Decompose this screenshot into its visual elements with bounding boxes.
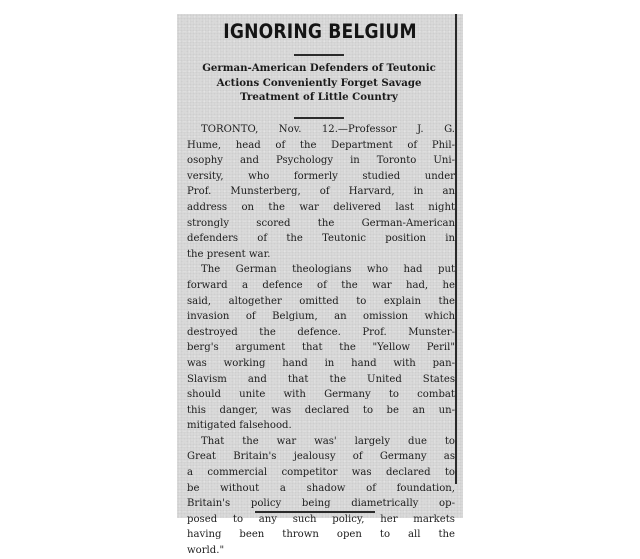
text-line: the present war. [187, 248, 271, 260]
paragraph-dateline [187, 122, 455, 262]
end-rule [255, 511, 375, 513]
text-line: Great Britain's jealousy of Germany as [187, 451, 455, 463]
subheadline-line: Treatment of Little Country [240, 91, 398, 103]
text-line: The German theologians who had put [201, 264, 455, 276]
text-line: mitigated falsehood. [187, 420, 292, 432]
text-line: was working hand in hand with pan- [187, 357, 455, 369]
subheadline [185, 61, 453, 105]
newspaper-clipping [177, 14, 463, 557]
text-line: osophy and Psychology in Toronto Uni- [187, 155, 455, 167]
text-line: versity, who formerly studied under [187, 170, 455, 182]
paragraph-theologians [187, 262, 455, 434]
text-line: Hume, head of the Department of Phil- [187, 139, 455, 151]
text-line: said, altogether omitted to explain the [187, 295, 455, 307]
subheadline-line: German-American Defenders of Teutonic [202, 62, 436, 74]
text-line: That the war was' largely due to [201, 435, 455, 447]
text-line: having been thrown open to all the [187, 529, 455, 541]
text-line: be without a shadow of foundation, [187, 482, 455, 494]
text-line: world." [187, 545, 225, 557]
text-line: this danger, was declared to be an un- [187, 404, 455, 416]
subheadline-line: Actions Conveniently Forget Savage [216, 76, 422, 89]
text-line: TORONTO, Nov. 12.—Professor J. G. [201, 124, 455, 135]
text-line: destroyed the defence. Prof. Munster- [187, 326, 455, 338]
text-line: should unite with Germany to combat [187, 389, 455, 401]
text-line: berg's argument that the "Yellow Peril" [187, 342, 455, 354]
text-line: Prof. Munsterberg, of Harvard, in an [187, 186, 455, 198]
headline-divider [294, 54, 344, 56]
paragraph-jealousy [187, 434, 455, 559]
subheadline-divider [294, 117, 344, 119]
headline: IGNORING BELGIUM [223, 20, 417, 43]
text-line: strongly scored the German-American [187, 217, 455, 229]
text-line: Slavism and that the United States [187, 373, 455, 385]
text-line: address on the war delivered last night [187, 201, 455, 213]
text-line: a commercial competitor was declared to [187, 467, 455, 479]
text-line: defenders of the Teutonic position in [187, 233, 455, 245]
article-body [187, 122, 455, 559]
text-line: posed to any such policy, her markets [187, 513, 455, 525]
column-rule [455, 14, 457, 484]
text-line: forward a defence of the war had, he [187, 279, 455, 291]
text-line: Britain's policy being diametrically op- [187, 498, 455, 510]
text-line: invasion of Belgium, an omission which [187, 311, 455, 323]
